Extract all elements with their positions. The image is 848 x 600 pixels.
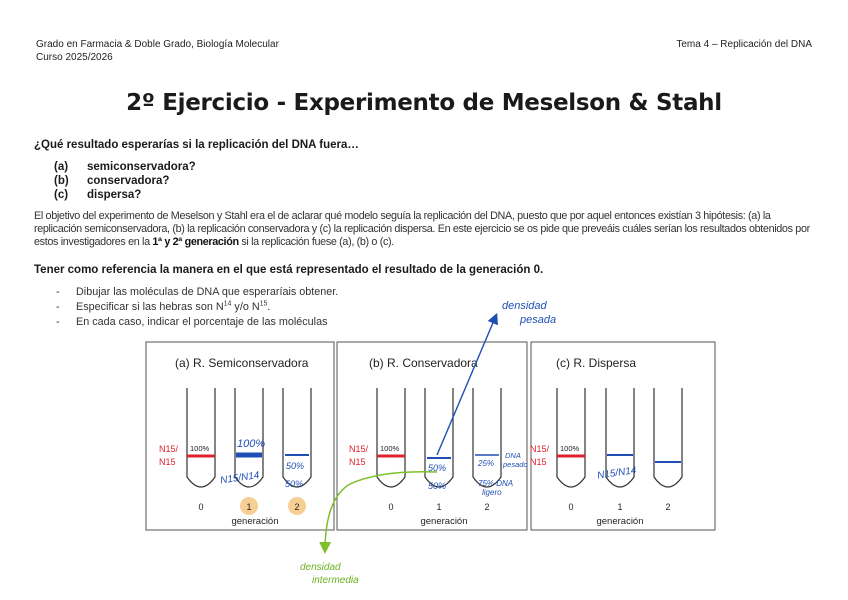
option-letter: (a) [54,161,69,173]
hw-25: 25% [478,459,495,468]
panel-dispersive [531,342,715,530]
tick-label: 0 [388,502,394,512]
option-text: dispersa? [87,189,142,201]
bullet-dash: - [56,316,60,328]
topic-header: Tema 4 – Replicación del DNA [676,39,812,50]
n15-label: N15/ [159,444,179,454]
axis-label: generación [231,516,279,527]
hw-50: 50% [286,461,305,471]
course-line-2: Curso 2025/2026 [36,52,113,63]
panel-title: (b) R. Conservadora [369,356,478,370]
hw-pesado: pesado [503,460,528,469]
axis-label: generación [420,516,468,527]
paragraph-part-2: si la replicación fuese (a), (b) o (c). [238,236,394,248]
option-letter: (b) [54,175,69,187]
question-text: ¿Qué resultado esperarías si la replicación del DNA fuera… [34,139,359,151]
axis-labels [231,516,643,527]
hw-n15n14: N15/N14 [219,470,261,487]
handwritten-annotations [219,300,637,497]
paragraph-part-1: El objetivo del experimento de Meselson y Stahl era el de aclarar qué modelo seguía la replicación del DNA, puesto que por aquel entonces existían 3 hipótesis: (a) la replicación semiconservadora, (b) la replicación conservadora y (c) la replicación dispersa. En este ejercicio se os pide que preveáis cuáles serían los resultados obtenidos por estos investigadores en la [34,210,810,248]
hw-75: 75% DNA [478,479,514,488]
hw-100: 100% [237,438,266,450]
hw-50: 50% [428,463,447,473]
n15-label: N15 [349,457,366,467]
n15-label: N15 [159,457,176,467]
panel-title: (a) R. Semiconservadora [175,356,309,370]
panel-title: (c) R. Dispersa [556,356,637,370]
hw-50: 50% [428,481,447,491]
hw-densidad: densidad [300,562,341,573]
tick-label: 2 [665,502,671,512]
panel-semiconservative [146,342,334,530]
tick-label: 1 [246,502,252,512]
tick-label: 2 [484,502,490,512]
green-annotation [300,562,359,586]
reference-text: Tener como referencia la manera en el que está representado el resultado de la generación 0. [34,264,544,276]
tube-a2 [283,388,311,487]
hw-pesada: pesada [520,314,557,326]
hw-ligero: ligero [482,488,502,497]
pct-label: 100% [560,444,580,453]
n15-label: N15/ [349,444,369,454]
tube-c0 [557,388,585,487]
bullet-text: Dibujar las moléculas de DNA que esperaríais obtener. [76,286,339,298]
course-line-1: Grado en Farmacia & Doble Grado, Biología Molecular [36,39,279,50]
option-letter: (c) [54,189,69,201]
tube-a0 [187,388,215,487]
paragraph-bold: 1ª y 2ª generación [152,236,239,248]
tick-label: 0 [198,502,204,512]
tick-label: 1 [617,502,623,512]
arrow-densidad-intermedia [325,472,437,548]
arrow-densidad-pesada [437,318,495,455]
tube-c2 [654,388,682,487]
tick-label: 2 [294,502,300,512]
axis-label: generación [596,516,644,527]
n15-label: N15/ [530,444,550,454]
option-text: conservadora? [87,175,170,187]
bullet-dash: - [56,301,60,313]
page-title: 2º Ejercicio - Experimento de Meselson & Stahl [126,90,722,116]
tick-label: 1 [436,502,442,512]
hw-50: 50% [285,479,304,489]
pct-label: 100% [190,444,210,453]
bullet-dash: - [56,286,60,298]
hw-densidad: densidad [502,300,547,312]
hw-dna: DNA [505,451,521,460]
hw-intermedia: intermedia [312,575,359,586]
hw-n15n14: N15/N14 [596,465,638,482]
pct-label: 100% [380,444,400,453]
bullet-text: En cada caso, indicar el porcentaje de las moléculas [76,316,328,328]
generation-ticks [198,502,670,512]
bullet-text: Especificar si las hebras son $N^{14}$ y/o $N^{15}$. [76,300,271,313]
tick-label: 0 [568,502,574,512]
option-text: semiconservadora? [87,161,196,173]
tube-b2 [473,388,501,487]
panel-conservative [337,342,527,530]
n15-label: N15 [530,457,547,467]
